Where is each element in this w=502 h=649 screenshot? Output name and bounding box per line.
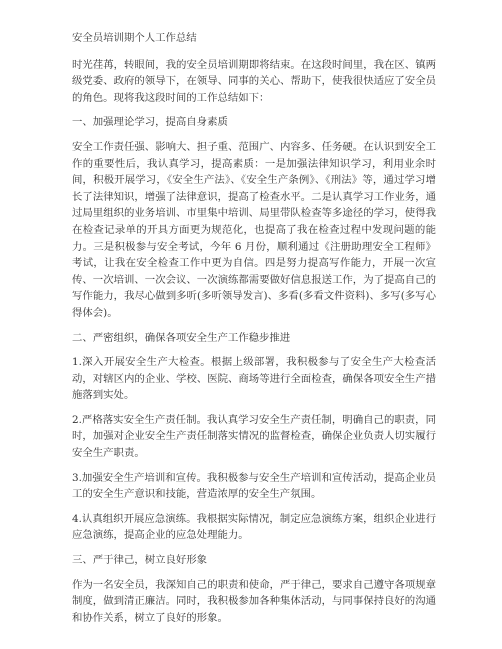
- section-1-heading: 一、加强理论学习，提高自身素质: [72, 116, 228, 129]
- section-1-body: 安全工作责任强、影响大、担子重、范围广、内容多、任务硬。在认识到安全工作的重要性后，我认真学习，提高素质：一是加强法律知识学习，利用业余时间，积极开展学习，《安全生产法》、《安全生产条例》、《刑法》等，通过学习增长了法律知识，增强了法律意识，提高了检查水平。二是认真学习工作业务，通过局里组织的业务培训、市里集中培训、局里带队检查等多途径的学习，使得我在检查记录单的开具方面更为规范化，也提高了我在检查过程中发现问题的能力。三是积极参与安全考试，今年 6 月份，顺利通过《注册助理安全工程师》考试，让我在安全检查工作中更为自信。四是努力提高写作能力，开展一次宣传、一次培训、一次会议、一次演练都需要做好信息报送工作，为了提高自己的写作能力，我尽心做到多听(多听领导发言)、多看(多看文件资料)、多写(多写心得体会)。: [72, 140, 436, 319]
- section-2-item-4: 4.认真组织开展应急演练。我根据实际情况，制定应急演练方案，组织企业进行应急演练，提高企业的应急处理能力。: [72, 512, 436, 542]
- section-2-item-2: 2.严格落实安全生产责任制。我认真学习安全生产责任制，明确自己的职责，同时，加强对企业安全生产责任制落实情况的监督检查，确保企业负责人切实履行安全生产职责。: [72, 413, 436, 460]
- document-title: 安全员培训期个人工作总结: [72, 32, 197, 44]
- section-2-heading: 二、严密组织，确保各项安全生产工作稳步推进: [72, 331, 291, 344]
- section-3-body: 作为一名安全员，我深知自己的职责和使命，严于律己，要求自己遵守各项规章制度，做到清正廉洁。同时，我积极参加各种集体活动，与同事保持良好的沟通和协作关系，树立了良好的形象。: [72, 578, 436, 624]
- intro-paragraph: 时光荏苒，转眼间，我的安全员培训期即将结束。在这段时间里，我在区、镇两级党委、政府的领导下，在领导、同事的关心、帮助下，使我很快适应了安全员的角色。现将我这段时间的工作总结如下：: [72, 58, 436, 104]
- section-3-heading: 三、严于律己，树立良好形象: [72, 554, 208, 567]
- section-2-item-1: 1.深入开展安全生产大检查。根据上级部署，我积极参与了安全生产大检查活动，对辖区内的企业、学校、医院、商场等进行全面检查，确保各项安全生产措施落到实处。: [72, 356, 436, 402]
- document-page: [72, 30, 436, 626]
- section-2-item-3: 3.加强安全生产培训和宣传。我积极参与安全生产培训和宣传活动，提高企业员工的安全生产意识和技能，营造浓厚的安全生产氛围。: [72, 471, 436, 501]
